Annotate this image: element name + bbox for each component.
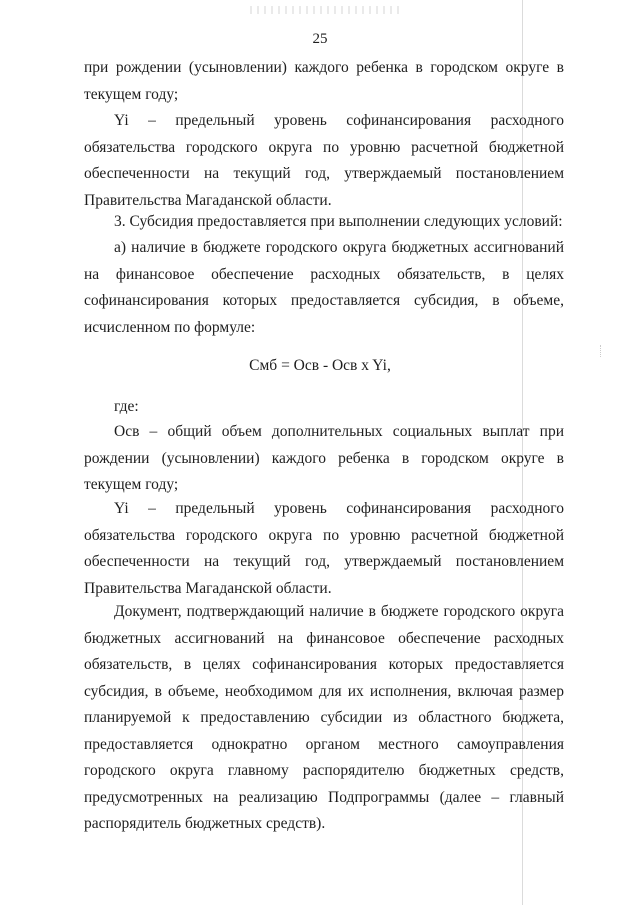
paragraph-condition-a: а) наличие в бюджете городского округа бюджетных ассигнований на финансовое обеспечение расходных обязательств, в целях софинансирования которых предоставляется субсидия, в объеме, исчисленном по формуле: [84,239,564,336]
paragraph-osv-definition: Осв – общий объем дополнительных социальных выплат при рождении (усыновлении) каждого ребенка в городском округе в текущем году; [84,423,564,493]
paragraph-where: где: [114,398,139,415]
paragraph-continuation: при рождении (усыновлении) каждого ребенка в городском округе в текущем году; [84,59,564,103]
formula: Смб = Осв - Осв x Yi, [249,357,391,374]
paragraph-yi-definition-2: Yi – предельный уровень софинансирования расходного обязательства городского округа по уровню расчетной бюджетной обеспеченности на текущий год, утверждаемый постановлением Правительства Магаданской области. [84,500,564,597]
paragraph-conditions: 3. Субсидия предоставляется при выполнении следующих условий: [114,213,563,230]
paragraph-yi-definition: Yi – предельный уровень софинансирования расходного обязательства городского округа по уровню расчетной бюджетной обеспеченности на текущий год, утверждаемый постановлением Правительства Магаданской области. [84,112,564,209]
page-number: 25 [312,31,328,47]
paragraph-document: Документ, подтверждающий наличие в бюджете городского округа бюджетных ассигнований на финансовое обеспечение расходных обязательств, в целях софинансирования которых предоставляется субсидия, в объеме, необходимом для их исполнения, включая размер планируемой к предоставлению субсидии из областного бюджета, предоставляется однократно органом местного самоуправления городского округа главному распорядителю бюджетных средств, предусмотренных на реализацию Подпрограммы (далее – главный распорядитель бюджетных средств). [84,603,564,832]
scan-artifact [600,345,609,357]
scan-artifact [250,6,400,14]
